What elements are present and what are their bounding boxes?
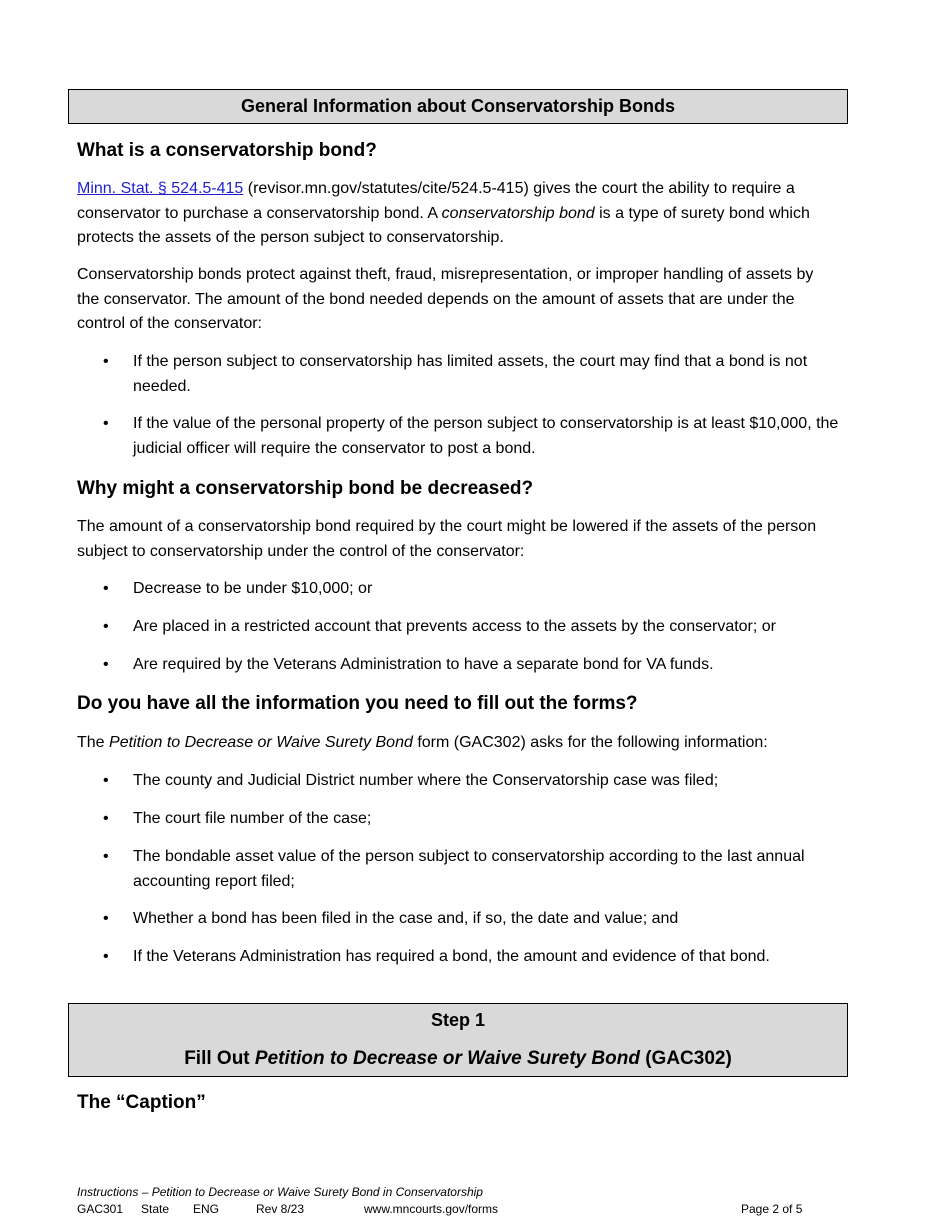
bullet-marker: • (103, 848, 109, 865)
paragraph-bond-protection: Conservatorship bonds protect against theft, fraud, misrepresentation, or improper handling of assets by the conservator. The amount of the bond needed depends on the amount of assets that are under the control of the conservator: (77, 266, 814, 332)
paragraph-lowered: The amount of a conservatorship bond required by the court might be lowered if the assets of the person subject to conservatorship under the control of the conservator: (77, 518, 817, 560)
footer-form-id: GAC301 (77, 1202, 124, 1216)
heading-why-decreased: Why might a conservatorship bond be decreased? (77, 478, 534, 499)
paragraph-form-asks: The Petition to Decrease or Waive Surety Bond form (GAC302) asks for the following information: (77, 734, 768, 751)
footer-doc-title: Instructions – Petition to Decrease or Waive Surety Bond in Conservatorship (77, 1185, 483, 1199)
bullet-marker: • (103, 948, 109, 965)
bullet-marker: • (103, 772, 109, 789)
bullet-marker: • (103, 580, 109, 597)
heading-what-is-bond: What is a conservatorship bond? (77, 140, 377, 161)
section-banner-step-1 (68, 1003, 848, 1077)
heading-have-information: Do you have all the information you need to fill out the forms? (77, 693, 638, 714)
list-item: The bondable asset value of the person subject to conservatorship according to the last annual accounting report filed; (133, 848, 805, 890)
banner-title: General Information about Conservatorship Bonds (240, 96, 676, 116)
list-item: If the value of the personal property of the person subject to conservatorship is at least $10,000, the judicial officer will require the conservator to post a bond. (133, 415, 839, 457)
footer-revision: Rev 8/23 (256, 1202, 305, 1216)
list-item: The county and Judicial District number where the Conservatorship case was filed; (133, 772, 719, 789)
footer-language: ENG (193, 1202, 220, 1216)
bullet-marker: • (103, 618, 109, 635)
list-item: The court file number of the case; (133, 810, 372, 827)
footer-page-number: Page 2 of 5 (741, 1202, 803, 1216)
statute-link[interactable]: Minn. Stat. § 524.5-415 (77, 180, 244, 197)
list-item: Whether a bond has been filed in the case and, if so, the date and value; and (133, 910, 679, 927)
bullet-marker: • (103, 415, 109, 432)
step-title: Fill Out Petition to Decrease or Waive Surety Bond (GAC302) (184, 1048, 732, 1069)
paragraph-statute: Minn. Stat. § 524.5-415 (revisor.mn.gov/statutes/cite/524.5-415) gives the court the ability to require a conservator to purchase a conservatorship bond. A conservatorship bond is a type of surety bond which protects the assets of the person subject to conservatorship. (77, 180, 810, 246)
heading-caption: The “Caption” (77, 1092, 206, 1113)
list-item: If the person subject to conservatorship has limited assets, the court may find that a bond is not needed. (133, 353, 808, 395)
footer-state: State (141, 1202, 170, 1216)
bullet-marker: • (103, 353, 109, 370)
list-item: Are required by the Veterans Administration to have a separate bond for VA funds. (133, 656, 714, 673)
list-item: If the Veterans Administration has required a bond, the amount and evidence of that bond. (133, 948, 770, 965)
bullet-marker: • (103, 810, 109, 827)
bullet-marker: • (103, 910, 109, 927)
list-item: Are placed in a restricted account that prevents access to the assets by the conservator; or (133, 618, 776, 635)
bullet-marker: • (103, 656, 109, 673)
section-banner-general-info (68, 89, 848, 124)
list-item: Decrease to be under $10,000; or (133, 580, 373, 597)
footer-url: www.mncourts.gov/forms (364, 1202, 499, 1216)
step-number: Step 1 (430, 1010, 486, 1030)
